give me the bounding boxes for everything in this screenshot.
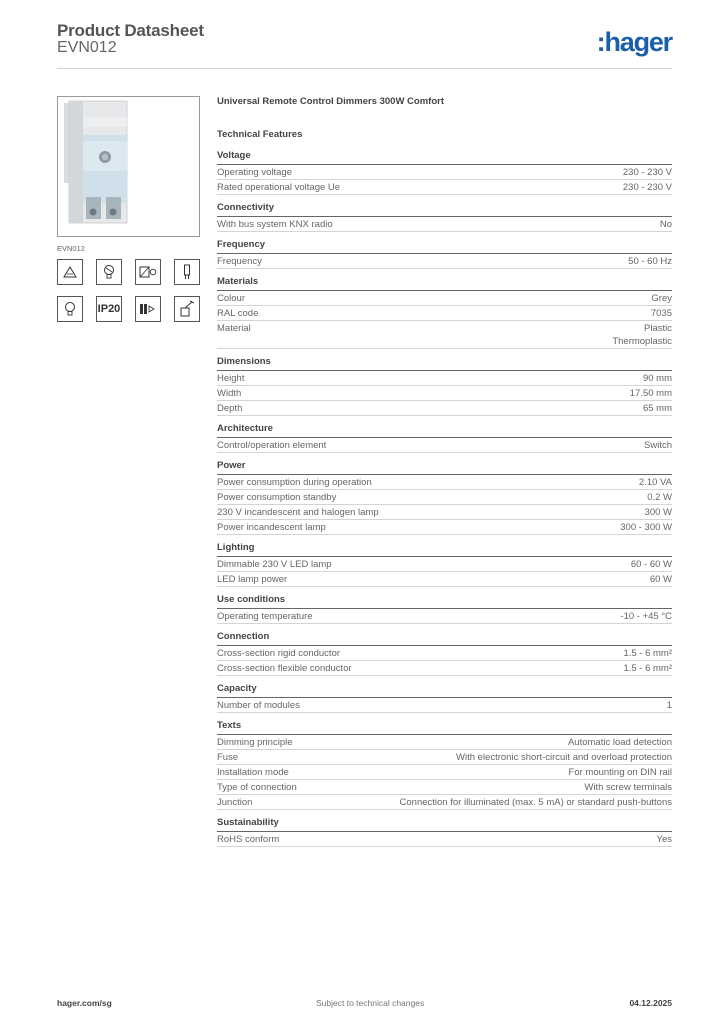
spec-row (217, 291, 672, 306)
spec-row (217, 438, 672, 453)
product-image-caption: EVN012 (57, 244, 85, 253)
product-description-title: Universal Remote Control Dimmers 300W Comfort (217, 96, 444, 107)
spec-row (217, 520, 672, 535)
spec-label: With bus system KNX radio (217, 219, 333, 230)
spec-label: Junction (217, 797, 253, 808)
spec-section (217, 239, 672, 269)
technical-features-heading: Technical Features (217, 129, 303, 140)
led-bulb-icon (57, 296, 83, 322)
page-title: Product Datasheet (57, 21, 204, 40)
spec-row (217, 832, 672, 847)
spec-value (623, 181, 672, 194)
spec-section (217, 542, 672, 587)
spec-row (217, 780, 672, 795)
spec-value-line: 60 - 60 W (630, 559, 672, 570)
spec-value (623, 647, 672, 660)
spec-section (217, 423, 672, 453)
spec-section-title: Capacity (217, 683, 672, 698)
warning-triangle-icon (57, 259, 83, 285)
spec-row (217, 505, 672, 520)
spec-value-line: 0.2 W (647, 492, 672, 503)
spec-row (217, 609, 672, 624)
spec-section-title: Voltage (217, 150, 672, 165)
spec-label: Rated operational voltage Ue (217, 182, 341, 193)
icon-grid (57, 259, 200, 333)
spec-section-title: Frequency (217, 239, 672, 254)
spec-section-title: Texts (217, 720, 672, 735)
spec-row (217, 306, 672, 321)
spec-value (660, 218, 672, 231)
spec-label: Operating temperature (217, 611, 313, 622)
spec-row (217, 750, 672, 765)
spec-section (217, 631, 672, 676)
spec-label: Fuse (217, 752, 239, 763)
spec-value-line: Thermoplastic (612, 336, 672, 347)
spec-value (569, 766, 672, 779)
spec-value (620, 521, 672, 534)
spec-value-line: Plastic (644, 323, 672, 334)
technical-sections (217, 150, 672, 847)
spec-value (644, 439, 672, 452)
transformer-icon (135, 259, 161, 285)
spec-label: Depth (217, 403, 243, 414)
footer-note: Subject to technical changes (316, 998, 425, 1008)
spec-value-line: Yes (656, 834, 672, 845)
spec-section (217, 720, 672, 810)
fluorescent-tube-icon (174, 259, 200, 285)
spec-section (217, 683, 672, 713)
spec-value-line: 7035 (650, 308, 672, 319)
spec-value (647, 491, 672, 504)
spec-row (217, 401, 672, 416)
din-rail-dimmer-illustration (58, 97, 199, 236)
footer-date: 04.12.2025 (629, 998, 672, 1008)
spec-section-title: Use conditions (217, 594, 672, 609)
spec-label: Number of modules (217, 700, 300, 711)
spec-row (217, 180, 672, 195)
icon-row-1 (57, 259, 200, 285)
spec-row (217, 795, 672, 810)
spec-value-line: 50 - 60 Hz (628, 256, 672, 267)
spec-label: Cross-section rigid conductor (217, 648, 341, 659)
spec-value-line: -10 - +45 °C (620, 611, 672, 622)
header-divider (57, 68, 672, 69)
spec-row (217, 475, 672, 490)
spec-label: Operating voltage (217, 167, 292, 178)
spec-row (217, 765, 672, 780)
spec-value-line: 17.50 mm (629, 388, 672, 399)
spec-row (217, 217, 672, 232)
spec-row (217, 735, 672, 750)
spec-value-line: 1 (666, 700, 672, 711)
spec-value (584, 781, 672, 794)
spec-label: Frequency (217, 256, 262, 267)
spec-value-line: Connection for illuminated (max. 5 mA) or standard push-buttons (399, 797, 672, 808)
spec-label: Dimmable 230 V LED lamp (217, 559, 332, 570)
spec-row (217, 698, 672, 713)
spec-row (217, 254, 672, 269)
spec-value-line: 90 mm (642, 373, 672, 384)
ip20-rating-badge: IP20 (96, 296, 122, 322)
spec-row (217, 661, 672, 676)
spec-value-line: Automatic load detection (567, 737, 672, 748)
spec-label: Power incandescent lamp (217, 522, 326, 533)
spec-label: Installation mode (217, 767, 289, 778)
spec-value-line: 230 - 230 V (622, 182, 672, 193)
spec-label: Type of connection (217, 782, 297, 793)
spec-section-title: Dimensions (217, 356, 672, 371)
spec-row (217, 371, 672, 386)
spec-value-line: 2.10 VA (638, 477, 672, 488)
spec-value-line: 300 W (644, 507, 672, 518)
spec-row (217, 321, 672, 349)
spec-label: Height (217, 373, 245, 384)
product-code: EVN012 (57, 39, 117, 56)
spec-value (667, 699, 672, 712)
spec-value (639, 476, 672, 489)
spec-label: Power consumption during operation (217, 477, 372, 488)
spec-section-title: Architecture (217, 423, 672, 438)
spec-value (643, 402, 672, 415)
spec-value-line: 65 mm (642, 403, 672, 414)
spec-row (217, 490, 672, 505)
spec-section (217, 817, 672, 847)
footer-website: hager.com/sg (57, 998, 112, 1008)
spec-value (612, 322, 672, 348)
spec-section-title: Sustainability (217, 817, 672, 832)
spec-value (651, 292, 672, 305)
bulb-dimmer-icon (96, 259, 122, 285)
spec-value-line: 1.5 - 6 mm² (623, 648, 672, 659)
spec-label: 230 V incandescent and halogen lamp (217, 507, 379, 518)
spec-value-line: For mounting on DIN rail (568, 767, 672, 778)
spec-value-line: 1.5 - 6 mm² (623, 663, 672, 674)
spec-section-title: Power (217, 460, 672, 475)
spec-value-line: Switch (644, 440, 672, 451)
product-image (57, 96, 200, 237)
spec-value-line: 60 W (649, 574, 672, 585)
spec-label: LED lamp power (217, 574, 288, 585)
spec-value (657, 833, 673, 846)
spec-label: RoHS conform (217, 834, 280, 845)
spec-section (217, 460, 672, 535)
spec-label: Cross-section flexible conductor (217, 663, 352, 674)
push-button-icon (174, 296, 200, 322)
spec-label: Material (217, 323, 251, 334)
spec-section (217, 150, 672, 195)
spec-section-title: Lighting (217, 542, 672, 557)
spec-label: Width (217, 388, 242, 399)
hager-logo: :hager (596, 27, 672, 57)
spec-value-line: With screw terminals (584, 782, 672, 793)
spec-value (631, 558, 672, 571)
spec-value-line: 300 - 300 W (620, 522, 672, 533)
spec-label: Control/operation element (217, 440, 327, 451)
icon-row-2 (57, 296, 200, 322)
spec-value (645, 506, 672, 519)
spec-label: Power consumption standby (217, 492, 337, 503)
spec-label: Dimming principle (217, 737, 293, 748)
spec-section (217, 276, 672, 349)
spec-value (568, 736, 672, 749)
spec-value (650, 573, 672, 586)
spec-section-title: Connection (217, 631, 672, 646)
spec-value (628, 255, 672, 268)
spec-section (217, 356, 672, 416)
spec-value-line: Grey (651, 293, 672, 304)
spec-row (217, 557, 672, 572)
spec-value (651, 307, 672, 320)
spec-value (643, 372, 672, 385)
spec-value (620, 610, 672, 623)
spec-value-line: 230 - 230 V (622, 167, 672, 178)
spec-value (400, 796, 672, 809)
electronic-transformer-icon (135, 296, 161, 322)
spec-row (217, 165, 672, 180)
spec-label: Colour (217, 293, 245, 304)
spec-label: RAL code (217, 308, 259, 319)
spec-value-line: With electronic short-circuit and overload protection (456, 752, 672, 763)
spec-row (217, 572, 672, 587)
spec-section-title: Materials (217, 276, 672, 291)
spec-section (217, 202, 672, 232)
spec-section-title: Connectivity (217, 202, 672, 217)
spec-value (630, 387, 672, 400)
spec-value (623, 662, 672, 675)
spec-value (623, 166, 672, 179)
spec-value-line: No (659, 219, 672, 230)
spec-section (217, 594, 672, 624)
spec-value (456, 751, 672, 764)
spec-row (217, 386, 672, 401)
technical-content (217, 96, 672, 847)
spec-row (217, 646, 672, 661)
